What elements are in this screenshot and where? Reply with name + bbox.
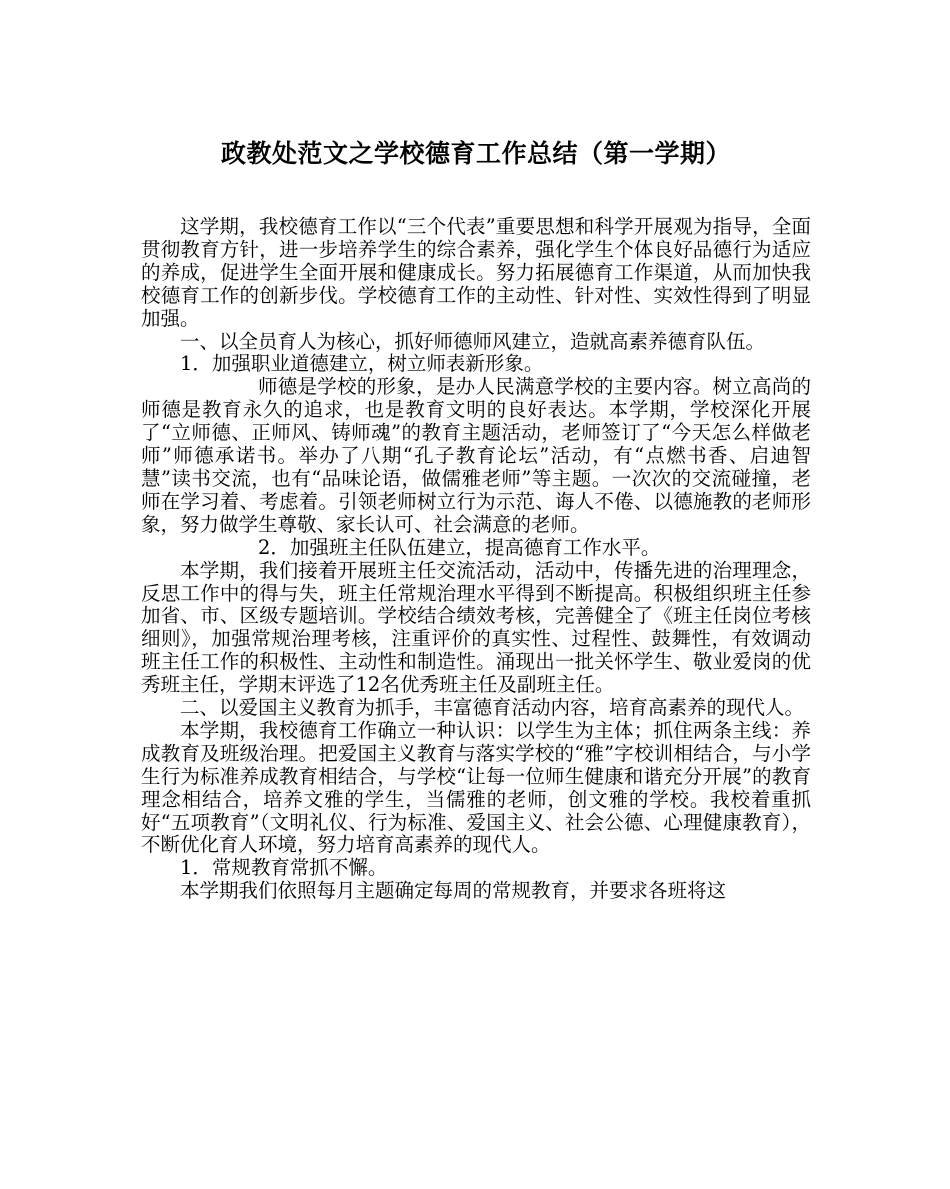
- section-heading-2: 二、以爱国主义教育为抓手，丰富德育活动内容，培育高素养的现代人。: [180, 696, 805, 720]
- document-title: 政教处范文之学校德育工作总结（第一学期）: [220, 139, 731, 168]
- document-page: [141, 132, 811, 903]
- section-heading-1: 一、以全员育人为核心，抓好师德师风建立，造就高素养德育队伍。: [180, 329, 766, 353]
- subheading-1-1: 1．加强职业道德建立，树立师表新形象。: [180, 352, 544, 376]
- paragraph-patriotic-education: 本学期，我校德育工作确立一种认识：以学生为主体；抓住两条主线：养成教育及班级治理。把爱国主义教育与落实学校的“雅”字校训相结合，与小学生行为标准养成教育相结合，与学校“让每一位师生健康和谐充分开展”的教育理念相结合，培养文雅的学生，当儒雅的老师，创文雅的学校。我校着重抓好“五项教育”（文明礼仪、行为标准、爱国主义、社会公德、心理健康教育），不断优化育人环境，努力培育高素养的现代人。: [141, 718, 811, 857]
- paragraph-routine-education: 本学期我们依照每月主题确定每周的常规教育，并要求各班将这: [180, 879, 727, 903]
- paragraph-head-teachers: 本学期，我们接着开展班主任交流活动，活动中，传播先进的治理理念，反思工作中的得与失，班主任常规治理水平得到不断提高。积极组织班主任参加省、市、区级专题培训。学校结合绩效考核，完善健全了《班主任岗位考核细则》，加强常规治理考核，注重评价的真实性、过程性、鼓舞性，有效调动班主任工作的积极性、主动性和制造性。涌现出一批关怀学生、敬业爱岗的优秀班主任，学期末评选了12名优秀班主任及副班主任。: [141, 558, 811, 697]
- paragraph-teacher-ethics: 师德是学校的形象，是办人民满意学校的主要内容。树立高尚的师德是教育永久的追求，也是教育文明的良好表达。本学期，学校深化开展了“立师德、正师风、铸师魂”的教育主题活动，老师签订了“今天怎么样做老师”师德承诺书。举办了八期“孔子教育论坛”活动，有“点燃书香、启迪智慧”读书交流，也有“品味论语，做儒雅老师”等主题。一次次的交流碰撞，老师在学习着、考虑着。引领老师树立行为示范、诲人不倦、以德施教的老师形象，努力做学生尊敬、家长认可、社会满意的老师。: [141, 375, 811, 536]
- subheading-2-1: 1．常规教育常抓不懈。: [180, 856, 388, 880]
- subheading-1-2: 2．加强班主任队伍建立，提高德育工作水平。: [258, 535, 661, 559]
- document-body: [141, 216, 811, 903]
- paragraph-intro: 这学期，我校德育工作以“三个代表”重要思想和科学开展观为指导，全面贯彻教育方针，进一步培养学生的综合素养，强化学生个体良好品德行为适应的养成，促进学生全面开展和健康成长。努力拓展德育工作渠道，从而加快我校德育工作的创新步伐。学校德育工作的主动性、针对性、实效性得到了明显加强。: [141, 215, 811, 330]
